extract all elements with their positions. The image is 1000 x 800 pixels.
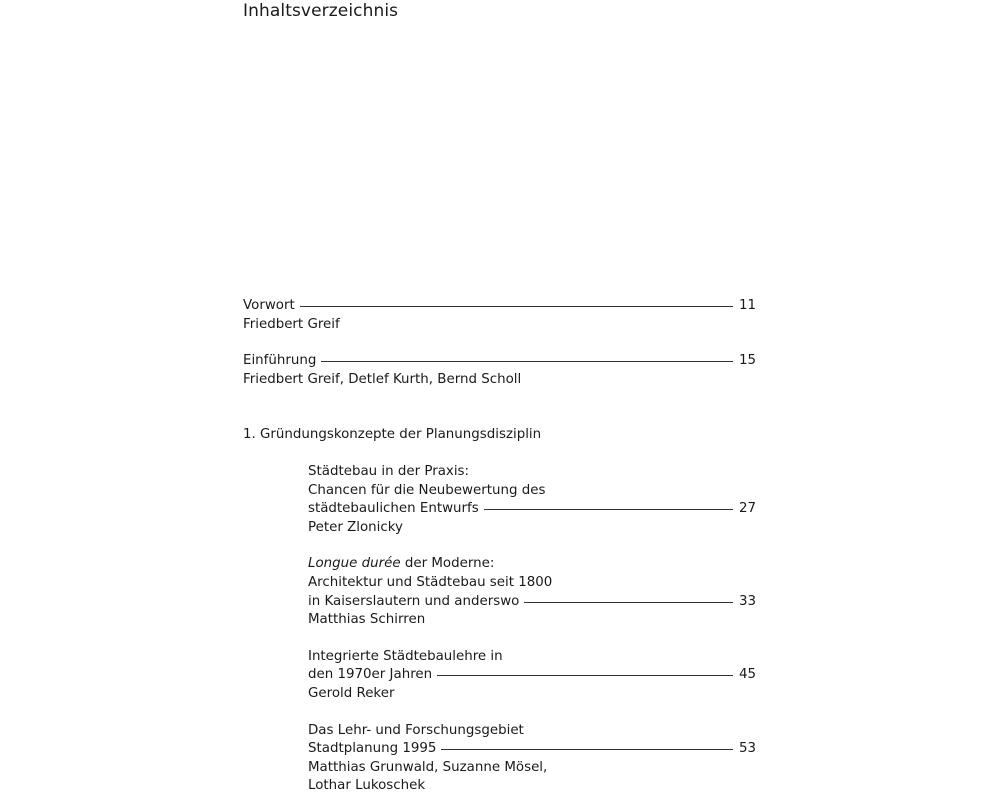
entry-title-line: Stadtplanung 1995 <box>308 741 437 757</box>
entry-authors: Friedbert Greif, Detlef Kurth, Bernd Scholl <box>243 371 522 387</box>
toc-entry-vorwort <box>243 297 756 334</box>
entry-title-line: Städtebau in der Praxis: <box>308 463 470 479</box>
entry-title-line: in Kaiserslautern und anderswo <box>308 593 520 609</box>
leader-line <box>524 602 733 603</box>
entry-authors: Peter Zlonicky <box>308 519 403 535</box>
leader-line <box>484 509 733 510</box>
page-title: Inhaltsverzeichnis <box>243 1 399 21</box>
entry-authors: Friedbert Greif <box>243 316 340 332</box>
page-number: 33 <box>738 593 756 609</box>
entry-title: Einführung <box>243 353 317 369</box>
page-number: 45 <box>738 667 756 683</box>
entry-title-line <box>308 555 756 574</box>
leader-line <box>321 361 733 362</box>
entry-title: Vorwort <box>243 298 295 313</box>
section-heading: 1. Gründungskonzepte der Planungsdisziplin <box>243 427 542 443</box>
toc-entry <box>308 555 756 629</box>
leader-line <box>441 749 733 750</box>
entry-authors: Gerold Reker <box>308 685 395 701</box>
page-number: 15 <box>738 353 756 369</box>
entry-authors: Matthias Schirren <box>308 612 426 628</box>
entry-authors: Lothar Lukoschek <box>308 778 426 794</box>
entry-title-line: den 1970er Jahren <box>308 667 433 683</box>
entry-title-line: Das Lehr- und Forschungsgebiet <box>308 722 524 738</box>
entry-title-line: städtebaulichen Entwurfs <box>308 501 479 517</box>
leader-line <box>437 675 733 676</box>
page-number: 53 <box>738 741 756 757</box>
entry-authors: Matthias Grunwald, Suzanne Mösel, <box>308 759 548 775</box>
entry-title-line: Architektur und Städtebau seit 1800 <box>308 574 553 590</box>
toc-entry <box>308 463 756 537</box>
page-number: 11 <box>738 298 756 313</box>
leader-line <box>300 306 733 307</box>
page-number: 27 <box>738 501 756 517</box>
entry-title-line: Chancen für die Neubewertung des <box>308 482 546 498</box>
table-of-contents <box>243 297 756 796</box>
entry-title-line: Integrierte Städtebaulehre in <box>308 648 503 664</box>
italic-term: Longue durée <box>308 556 401 572</box>
entry-title-rest: der Moderne: <box>400 556 495 572</box>
toc-entry-einfuehrung <box>243 352 756 389</box>
toc-entry <box>308 722 756 796</box>
toc-entry <box>308 648 756 704</box>
